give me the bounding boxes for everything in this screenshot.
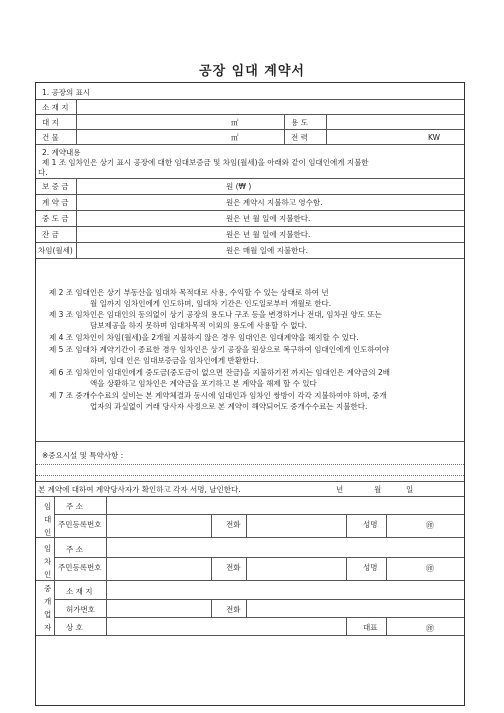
- power-unit: KW: [428, 133, 441, 142]
- document-title: 공장 임대 계약서: [199, 64, 305, 79]
- lessee-label-3: 인: [44, 570, 52, 579]
- article3-line1: 제 3 조 임차인은 임대인의 동의없이 상기 공장의 용도나 구조 등을 변경하거나 전대, 임차권 양도 또는: [49, 310, 382, 319]
- section2-heading: 2. 계약내용: [42, 148, 81, 157]
- confirm-text: 본 계약에 대하여 계약당사자가 확인하고 각자 서명, 날인한다.: [38, 485, 241, 494]
- article6-line1: 제 6 조 임차인이 임대인에게 중도금(중도금이 없으면 잔금)을 지불하기전 까지는 임대인은 계약금의 2배: [49, 368, 391, 377]
- land-area-unit: ㎡: [231, 118, 239, 127]
- broker-rep-label: 대표: [363, 623, 378, 632]
- broker-label-2: 개: [44, 597, 52, 606]
- lessee-label-2: 차: [44, 557, 52, 566]
- lessee-phone-label: 전화: [226, 563, 241, 572]
- confirm-day: 일: [406, 485, 414, 494]
- article4-line1: 제 4 조 임차인이 차임(월세)을 2개월 지불하지 않은 경우 임대인은 임대계약을 해지할 수 있다.: [49, 333, 359, 342]
- article7-line2: 업자의 과실없이 거래 당사자 사정으로 본 계약이 해약되어도 중개수수료는 지불한다.: [90, 402, 368, 411]
- power-label: 전 력: [291, 133, 308, 142]
- lessee-label-1: 임: [44, 544, 52, 553]
- deposit-label: 보 증 금: [42, 182, 69, 191]
- lessor-label-3: 인: [44, 528, 52, 537]
- article1-line1: 제 1 조 임차인은 상기 표시 공장에 대한 임대보증금 및 차임(월세)을 아래와 같이 임대인에게 지불한: [42, 158, 369, 167]
- contract-fee-text: 원은 계약시 지불하고 영수함.: [226, 198, 323, 207]
- broker-location-label: 소 재 지: [66, 587, 93, 596]
- interim-text: 원은 년 월 일에 지불한다.: [226, 214, 311, 223]
- article5-line1: 제 5 조 임대차 계약기간이 종료한 경우 임차인은 상기 공장을 원상으로 복구하여 임대인에게 인도하여야: [49, 345, 390, 354]
- lessor-name-label: 성명: [363, 520, 378, 529]
- contract-frame: [35, 82, 465, 706]
- broker-seal-mark: ㊞: [426, 624, 434, 633]
- broker-label-1: 중: [44, 584, 52, 593]
- usage-label: 용 도: [291, 118, 308, 127]
- contract-fee-label: 계 약 금: [42, 198, 69, 207]
- article2-line1: 제 2 조 임대인은 상기 부동산을 임대차 목적대로 사용, 수익할 수 있는 상태로 하여 년: [49, 288, 329, 297]
- lessee-name-label: 성명: [363, 563, 378, 572]
- balance-label: 잔 금: [42, 230, 59, 239]
- interim-label: 중 도 금: [42, 214, 69, 223]
- broker-license-label: 허가번호: [66, 605, 95, 614]
- lessor-label-1: 임: [44, 502, 52, 511]
- lessee-seal-mark: ㊞: [426, 564, 434, 573]
- article1-line2: 다.: [38, 168, 48, 177]
- broker-label-4: 자: [44, 623, 52, 632]
- lessee-address-label: 주 소: [66, 545, 83, 554]
- article5-line2: 하며, 임대 인은 임대보증금을 임차인에게 반환한다.: [90, 356, 259, 365]
- rent-label: 차임(월세): [38, 246, 73, 255]
- lessor-phone-label: 전화: [226, 520, 241, 529]
- lessor-address-label: 주 소: [66, 502, 83, 511]
- special-terms-label: ※중요시설 및 특약사항 :: [42, 451, 124, 460]
- broker-company-label: 상 호: [66, 623, 83, 632]
- location-label: 소 재 지: [42, 103, 69, 112]
- section1-heading: 1. 공장의 표시: [42, 88, 91, 97]
- lessee-id-label: 주민등록번호: [58, 563, 102, 572]
- balance-text: 원은 년 월 일에 지불한다.: [226, 230, 311, 239]
- building-label: 건 물: [42, 133, 59, 142]
- confirm-year: 년: [336, 485, 344, 494]
- article7-line1: 제 7 조 중개수수료의 실비는 본 계약체결과 동시에 임대인과 임차인 쌍방이 각각 지불하여야 하며, 중개: [49, 391, 387, 400]
- lessor-seal-mark: ㊞: [426, 521, 434, 530]
- broker-label-3: 업: [44, 610, 52, 619]
- building-area-unit: ㎡: [231, 133, 239, 142]
- deposit-text: 원 (₩ ): [226, 182, 252, 191]
- article3-line2: 담보제공을 하지 못하며 임대차목적 이외의 용도에 사용할 수 없다.: [90, 321, 308, 330]
- land-label: 대 지: [42, 118, 59, 127]
- article2-line2: 월 일까지 임차인에게 인도하며, 임대차 기간은 인도일로부터 개월로 한다.: [90, 299, 332, 308]
- article6-line2: 액을 상환하고 임차인은 계약금을 포기하고 본 계약을 해제 할 수 있다: [90, 379, 317, 388]
- lessor-label-2: 대: [44, 515, 52, 524]
- lessor-id-label: 주민등록번호: [58, 520, 102, 529]
- broker-phone-label: 전화: [226, 605, 241, 614]
- confirm-month: 월: [374, 485, 382, 494]
- rent-text: 원은 매월 일에 지불한다.: [226, 246, 308, 255]
